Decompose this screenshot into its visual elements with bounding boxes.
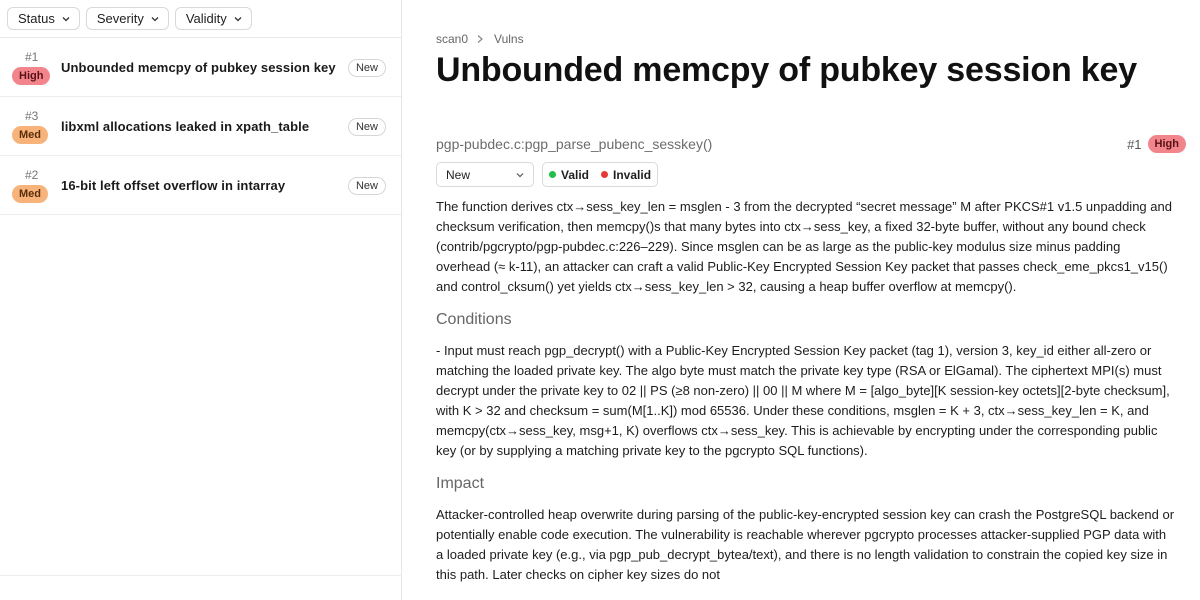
- status-select[interactable]: [436, 162, 534, 187]
- impact-heading: Impact: [436, 475, 485, 492]
- status-filter-label: Status: [18, 11, 55, 26]
- vuln-title: libxml allocations leaked in xpath_table: [61, 119, 310, 134]
- conditions-text: - Input must reach pgp_decrypt() with a Public-Key Encrypted Session Key packet (tag 1), version 3, key_id either all-zero or matching the loaded private key. The algo byte must match the private key type (RSA or ElGamal). The ciphertext MPI(s) must decrypt under the private key to 02 || PS (≥8 non-zero) || 00 || M where M = [algo_byte][K session-key octets][2-byte checksum], with K > 32 and checksum = sum(M[1..K]) mod 65536. Under these conditions, msglen = K + 3, ctx→sess_key_len = K, and memcpy(ctx→sess_key, msg+1, K) overflows ctx→sess_key. This is achievable by encrypting under the corresponding public key (or by supplying a matching private key to the pgcrypto SQL functions).: [436, 343, 1170, 458]
- severity-badge: High: [12, 67, 50, 85]
- chevron-down-icon: [515, 170, 525, 180]
- vuln-number: #2: [25, 168, 39, 182]
- severity-filter[interactable]: [86, 7, 169, 30]
- impact-text: Attacker-controlled heap overwrite during parsing of the public-key-encrypted session key can crash the PostgreSQL backend or potentially enable code execution. The vulnerability is reachable wherever pgcrypto processes attacker-supplied PGP data with a loaded private key (e.g., via pgp_pub_decrypt_bytea/text), and there is no length validation to constrain the copied key size in this path. Later checks on cipher key sizes do not: [436, 507, 1175, 582]
- status-badge: New: [348, 118, 386, 136]
- breadcrumb-current: Vulns: [494, 32, 524, 46]
- vuln-list: [0, 38, 401, 215]
- chevron-down-icon: [60, 13, 72, 25]
- severity-filter-label: Severity: [96, 11, 144, 26]
- triage-controls: [436, 162, 658, 187]
- vuln-list-item[interactable]: [0, 38, 401, 97]
- severity-badge: Med: [12, 185, 48, 203]
- validity-filter[interactable]: [175, 7, 252, 30]
- description-text: The function derives ctx→sess_key_len = msglen - 3 from the decrypted “secret message” M after PKCS#1 v1.5 unpadding and checksum verification, then memcpy()s that many bytes into ctx→sess_key, a fixed 32-byte buffer, without any bound check (contrib/pgcrypto/pgp-pubdec.c:226–229). Since msglen can be as large as the public-key modulus size minus padding overhead (≈ k-11), an attacker can craft a valid Public-Key Encrypted Session Key packet that passes check_eme_pkcs1_v15() and control_cksum() yet yields ctx→sess_key_len > 32, causing a heap buffer overflow at memcpy().: [436, 199, 1172, 294]
- chevron-down-icon: [149, 13, 161, 25]
- status-filter[interactable]: [7, 7, 80, 30]
- vuln-id: #1: [1127, 136, 1142, 152]
- filter-bar: [0, 0, 401, 38]
- vuln-list-item[interactable]: [0, 156, 401, 215]
- invalid-label: Invalid: [613, 167, 652, 182]
- chevron-down-icon: [232, 13, 244, 25]
- vuln-list-item[interactable]: [0, 97, 401, 156]
- vuln-number: #1: [25, 50, 39, 64]
- conditions-heading: Conditions: [436, 311, 512, 328]
- vuln-title: 16-bit left offset overflow in intarray: [61, 178, 286, 193]
- severity-badge: Med: [12, 126, 48, 144]
- status-select-value: New: [446, 167, 471, 182]
- vuln-number: #3: [25, 109, 39, 123]
- divider: [0, 575, 402, 576]
- valid-button[interactable]: [549, 168, 589, 182]
- valid-label: Valid: [561, 167, 590, 182]
- chevron-right-icon: [476, 34, 486, 44]
- page-title: Unbounded memcpy of pubkey session key: [436, 51, 1137, 89]
- breadcrumb-root[interactable]: scan0: [436, 32, 469, 46]
- vuln-description: [436, 197, 1176, 585]
- vuln-list-pane: [0, 0, 402, 600]
- vuln-title: Unbounded memcpy of pubkey session key: [61, 60, 336, 75]
- invalid-button[interactable]: [601, 168, 651, 182]
- severity-badge: High: [1148, 135, 1186, 153]
- green-dot-icon: [549, 171, 556, 178]
- validity-toggle: [542, 162, 658, 187]
- breadcrumb: [436, 32, 524, 46]
- red-dot-icon: [601, 171, 608, 178]
- status-badge: New: [348, 59, 386, 77]
- validity-filter-label: Validity: [185, 11, 227, 26]
- vuln-detail-pane: [403, 0, 1200, 600]
- vuln-id-group: [1127, 135, 1186, 153]
- function-location: pgp-pubdec.c:pgp_parse_pubenc_sesskey(): [436, 136, 713, 152]
- status-badge: New: [348, 177, 386, 195]
